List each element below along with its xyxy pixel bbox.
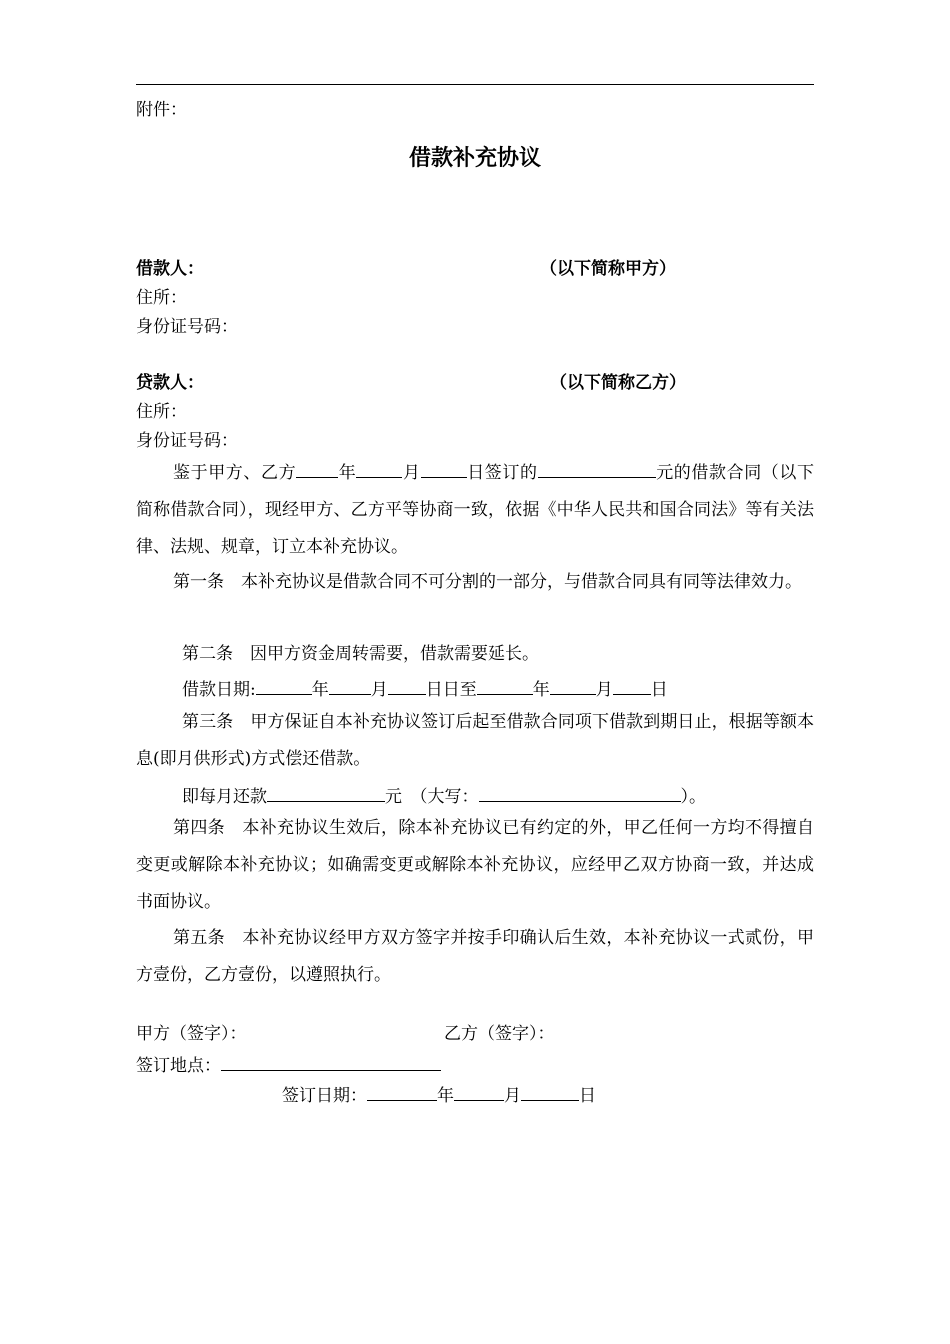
sign-date-label: 签订日期： [282,1086,367,1106]
lender-label: 贷款人： [136,373,204,393]
loan-start-month-blank[interactable] [329,677,371,695]
sign-year-blank[interactable] [367,1083,437,1101]
intro-text-1: 鉴于甲方、乙方 [173,463,297,483]
loan-date-label: 借款日期: [182,680,256,700]
header-rule [136,84,814,85]
monthly-uppercase-blank[interactable] [479,784,681,802]
lender-id: 身份证号码： [136,431,238,451]
intro-paragraph [136,455,814,566]
article-3: 第三条 甲方保证自本补充协议签订后起至借款合同项下借款到期日止，根据等额本息(即月供形式)方式偿还借款。 [136,712,814,769]
article-5: 第五条 本补充协议经甲方双方签字并按手印确认后生效，本补充协议一式贰份，甲方壹份，乙方壹份，以遵照执行。 [136,928,814,985]
article-4: 第四条 本补充协议生效后，除本补充协议已有约定的外，甲乙任何一方均不得擅自变更或解除本补充协议；如确需变更或解除本补充协议，应经甲乙双方协商一致，并达成书面协议。 [136,818,814,912]
intro-year-blank[interactable] [296,460,338,478]
lender-alias: （以下简称乙方） [550,373,686,393]
monthly-payment-line [182,784,706,808]
loan-end-month: 月 [595,680,613,700]
loan-end-day: 日 [650,680,668,700]
intro-amount-blank[interactable] [538,460,656,478]
intro-month: 月 [402,463,421,483]
intro-month-blank[interactable] [356,460,402,478]
attachment-label: 附件： [136,100,187,120]
loan-end-day-blank[interactable] [613,677,651,695]
party-a-signature: 甲方（签字）： [136,1024,247,1044]
sign-place-line [136,1053,441,1077]
loan-start-year-blank[interactable] [256,677,312,695]
loan-start-year: 年 [311,680,329,700]
borrower-id: 身份证号码： [136,317,238,337]
sign-place-blank[interactable] [221,1053,441,1071]
document-title: 借款补充协议 [408,145,541,171]
sign-place-label: 签订地点： [136,1056,221,1076]
sign-day: 日 [579,1086,596,1106]
party-b-signature: 乙方（签字）： [444,1024,555,1044]
loan-end-year-blank[interactable] [477,677,533,695]
borrower-alias: （以下简称甲方） [540,259,676,279]
article-1: 第一条 本补充协议是借款合同不可分割的一部分，与借款合同具有同等法律效力。 [173,572,802,592]
loan-end-year: 年 [532,680,550,700]
intro-day-blank[interactable] [421,460,467,478]
loan-to: 日日至 [425,680,477,700]
sign-date-line [282,1083,596,1107]
intro-rest: 元的借款合同（以下简称借款合同），现经甲方、乙方平等协商一致，依据《中华人民共和国合同法》等有关法律、法规、规章，订立本补充协议。 [136,463,815,557]
sign-year: 年 [437,1086,454,1106]
intro-year: 年 [338,463,357,483]
loan-start-day-blank[interactable] [388,677,426,695]
monthly-end: ）。 [680,787,706,807]
sign-day-blank[interactable] [521,1083,579,1101]
sign-month: 月 [504,1086,521,1106]
borrower-address: 住所： [136,288,187,308]
loan-start-month: 月 [370,680,388,700]
loan-end-month-blank[interactable] [550,677,596,695]
monthly-amount-blank[interactable] [267,784,385,802]
intro-day: 日签订的 [466,463,538,483]
sign-month-blank[interactable] [454,1083,504,1101]
lender-address: 住所： [136,402,187,422]
borrower-label: 借款人： [136,259,204,279]
loan-date-line [182,677,668,701]
monthly-label: 即每月还款 [182,787,267,807]
monthly-yuan: 元 （大写： [385,787,479,807]
article-2: 第二条 因甲方资金周转需要，借款需要延长。 [182,644,539,664]
